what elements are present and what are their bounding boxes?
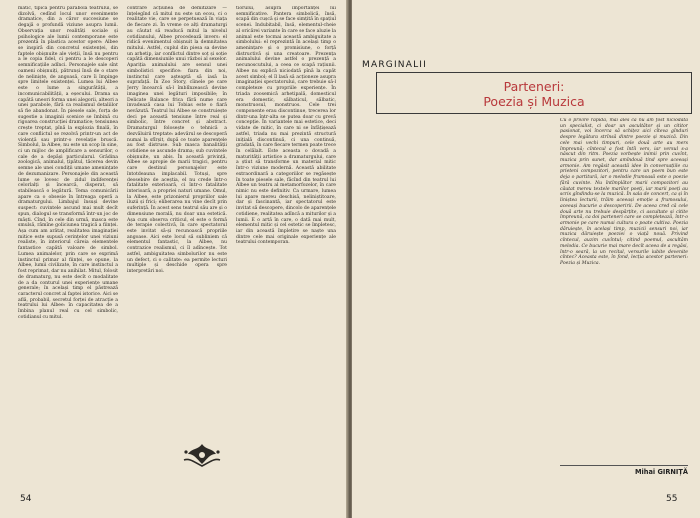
left-column-2: contrare acțiunea de demitizare — înțelegînd că mitul nu este un ecou, ci o realitate vie, care se perpetuează în viața de fiecare zi. În vreme ce alți dramaturgi au căutat să readucă mitul la nivelul cotidianului, Albee procedează invers: el ridică evenimentul obișnuit la demnitatea mitului. Astfel, cuplul din piesa sa devine un arhetip, iar conflictul dintre soț și soție capătă dimensiunile unui război al sexelor. Apariția animalului are sensul unei simbolistici specifice: fiara din noi, instinctul care așteaptă să iasă la suprafață. În Zoo Story, cîinele pe care Jerry încearcă să-l îmblînzească devine imaginea unei legături imposibile; în Delicate Balance frica fără nume care invadează casa lui Tobias este o fiară nevăzută. Teatrul lui Albee se construiește deci pe această tensiune între real și simbolic, între concret și abstract. Dramaturgul folosește o tehnică a dezvăluirii treptate: adevărul se descoperă numai la sfîrșit, după ce toate aparențele au fost distruse. Sub masca banalității cotidiene se ascunde drama; sub cuvintele obișnuite, un abis. În această privință, Albee se apropie de marii tragici, pentru care destinul personajelor este întotdeauna implacabil. Totuși, spre deosebire de aceștia, el nu crede într-o fatalitate exterioară, ci într-o fatalitate interioară, a propriei naturi umane. Omul, la Albee, este prizonierul propriilor sale iluzii și frici; eliberarea nu vine decît prin suferință. În acest sens teatrul său are și o dimensiune morală, nu doar una estetică. Așa cum observa criticul, el este o formă de terapie colectivă, în care spectatorul este invitat să-și recunoască propriile angoase. Aici este locul să subliniem că elementul fantastic, la Albee, nu contrazice realismul, ci îl adîncește. Tot astfel, ambiguitatea simbolurilor nu este un defect, ci o calitate: ea permite lecturi multiple și deschide opera spre interpretări noi.	[127, 6, 227, 275]
author-signature: Mihai GIRNIȚĂ	[634, 468, 688, 476]
left-page	[0, 0, 348, 518]
page-number-right: 55	[666, 494, 678, 504]
article-title	[377, 79, 691, 109]
left-column-3: tiorului, asupra importanței lui semnificative. Pantera simbolică, însă, scapă din cușcă și se face simțită în spațiul scenei. Indubitabil, însă, elementul-cheie al oricărei variante în care se face aluzie la animal este tocmai această ambiguitate a simbolului: el reprezintă în același timp o amenințare și o promisiune, o forță distructivă și una creatoare. Prezența animalului devine astfel o prezență a necunoscutului, a ceea ce scapă rațiunii. Albee nu explică niciodată pînă la capăt acest simbol; el îl lasă să acționeze asupra imaginației spectatorului, care trebuie să-l completeze cu propriile experiențe. În triada zoosemică arhetipală, domesticul era domestic, sălbaticul, sălbatic, monstruosul, monstruos. Cele trei componente erau discontinue, trecerea lor dintr-una într-alta se putea doar cu grevă concepție. În variantele mai estetice, deci vidate de mitic, în care ni se înfățișează astfel, triada nu mai prezintă structură inițială discontinuă, ci una continuă, gradată, în care fiecare termen poate trece în celălalt. Este aceasta o dovadă a maturității artistice a dramaturgului, care a știut să transforme un material mitic într-o viziune modernă. Această abilitate extraordinară a categoriilor se regăsește în toate piesele sale, făcînd din teatrul lui Albee un teatru al metamorfozelor, în care nimic nu este definitiv. Ca urmare, lumea lui apare mereu deschisă, neliniștitoare, dar și fascinantă, iar spectatorul este invitat să descopere, dincolo de aparențele cotidiene, realitatea adîncă a miturilor și a lumii. E o artă în care, o dată mai mult, elementul mitic și cel estetic se împletesc, iar din această împletire se naște una dintre cele mai originale experiențe ale teatrului contemporan.	[236, 6, 336, 246]
page-number-left: 54	[20, 494, 32, 504]
article-title-line2: Poezia și Muzica	[483, 94, 585, 109]
left-column-1: matic, tipică pentru parabola teatrului, se dizolvă, cedînd locul unor evenimente dramatice, din a căror succesiune se degajă o profundă viziune asupra lumii. Observația unor realități sociale și psihologice ale lumii contemporane este prezentă în plastica acestor opere: Albee se inspiră din concretul existenței, din faptele obișnuite ale vieții, însă nu pentru a le copia fidel, ci pentru a le descoperi semnificațiile adînci. Personajele sale sînt oameni obișnuiți, pătrunși însă de o stare de neliniște, de angoasă, care îi împinge spre limitele existenței. Lumea lui Albee este o lume a singurătății, a incomunicabilității, a eșecului. Drama sa capătă uneori forma unei alegorii, alteori a unei parabole, fără ca realismul detaliilor să fie abandonat. În piesele sale, forța de sugestie a imaginii scenice se îmbină cu rigoarea construcției dramatice; tensiunea crește treptat, pînă la explozia finală, în care conflictul se rezolvă printr-un act de violență sau printr-o revelație bruscă. Simbolul, la Albee, nu este un scop în sine, ci un mijloc de amplificare a sensurilor, o cale de a depăși particularul. Grădina zoologică, animalul, țipătul, tăcerea devin semne ale unei condiții umane amenințate de dezumanizare. Personajele din această lume se lovesc de zidul indiferenței celorlalți și încearcă, disperat, să stabilească o legătură. Tema comunicării apare ca o obsesie în întreaga operă a dramaturgului. Limbajul însuși devine suspect: cuvintele ascund mai mult decît spun, dialogul se transformă într-un joc de măști. Cînd, în cele din urmă, masca este smulsă, rămîne goliciunea tragică a ființei. Așa cum am arătat, realitatea imaginației mitice este supusă cerințelor unei viziuni realiste, în interiorul căreia elementele fantastice capătă valoare de simbol. Lumea animalelor, prin care se exprimă instinctul primar al ființei, se opune, la Albee, lumii civilizate, în care instinctul a fost reprimat, dar nu anihilat. Mitul, folosit de dramaturg, nu este decît o modalitate de a da conturul unei experiențe umane generale; în același timp el păstrează caracterul concret al faptei istorice. Aici se află, probabil, secretul forței de atracție a teatrului lui Albee: în capacitatea de a îmbina planul real cu cel simbolic, cotidianul cu mitul.	[18, 6, 118, 320]
article-body: Cu o privire rapidă, mai ales că nu am fost niciodată un specialist, ci doar un ascultător și un cititor pasionat, voi încerca să schițez aici cîteva gînduri despre legătura strînsă dintre poezie și muzică. Din cele mai vechi timpuri, cele două arte au mers împreună; cîntecul a fost întîi vers, iar versul s-a născut din ritm. Poezia vorbește inimii prin cuvînt, muzica prin sunet, dar amîndouă tind spre aceeași armonie. Am regăsit această idee în conversațiile cu prieteni compozitori, pentru care un poem bun este deja o partitură, iar o melodie frumoasă este o poezie fără cuvinte. Nu întîmplător marii compozitori au căutat mereu textele marilor poeți, iar marii poeți au scris gîndindu-se la muzică. În sala de concert, ca și în liniștea lecturii, trăim aceeași emoție a frumosului, aceeași bucurie a descoperirii. De aceea cred că cele două arte nu trebuie despărțite, ci ascultate și citite împreună, ca doi parteneri care se completează, într-o armonie pe care numai cultura o poate cultiva. Poezia dăruiește, în același timp, muzicii sensuri noi, iar muzica dăruiește poeziei o viață nouă. Privind cîntecul, auzim cuvîntul; citind poemul, ascultăm melodia. Ce bucurie mai mare decît aceea de a regăsi, într-o seară, la un recital, versurile iubite devenite cîntec? Aceasta este, în fond, lecția acestor parteneri: Poezia și Muzica.	[560, 118, 688, 266]
article-title-line1: Parteneri:	[503, 79, 565, 94]
floral-ornament-icon	[180, 440, 224, 470]
signature-rule	[560, 465, 688, 466]
section-label: MARGINALII	[362, 60, 428, 70]
title-box	[376, 72, 692, 114]
